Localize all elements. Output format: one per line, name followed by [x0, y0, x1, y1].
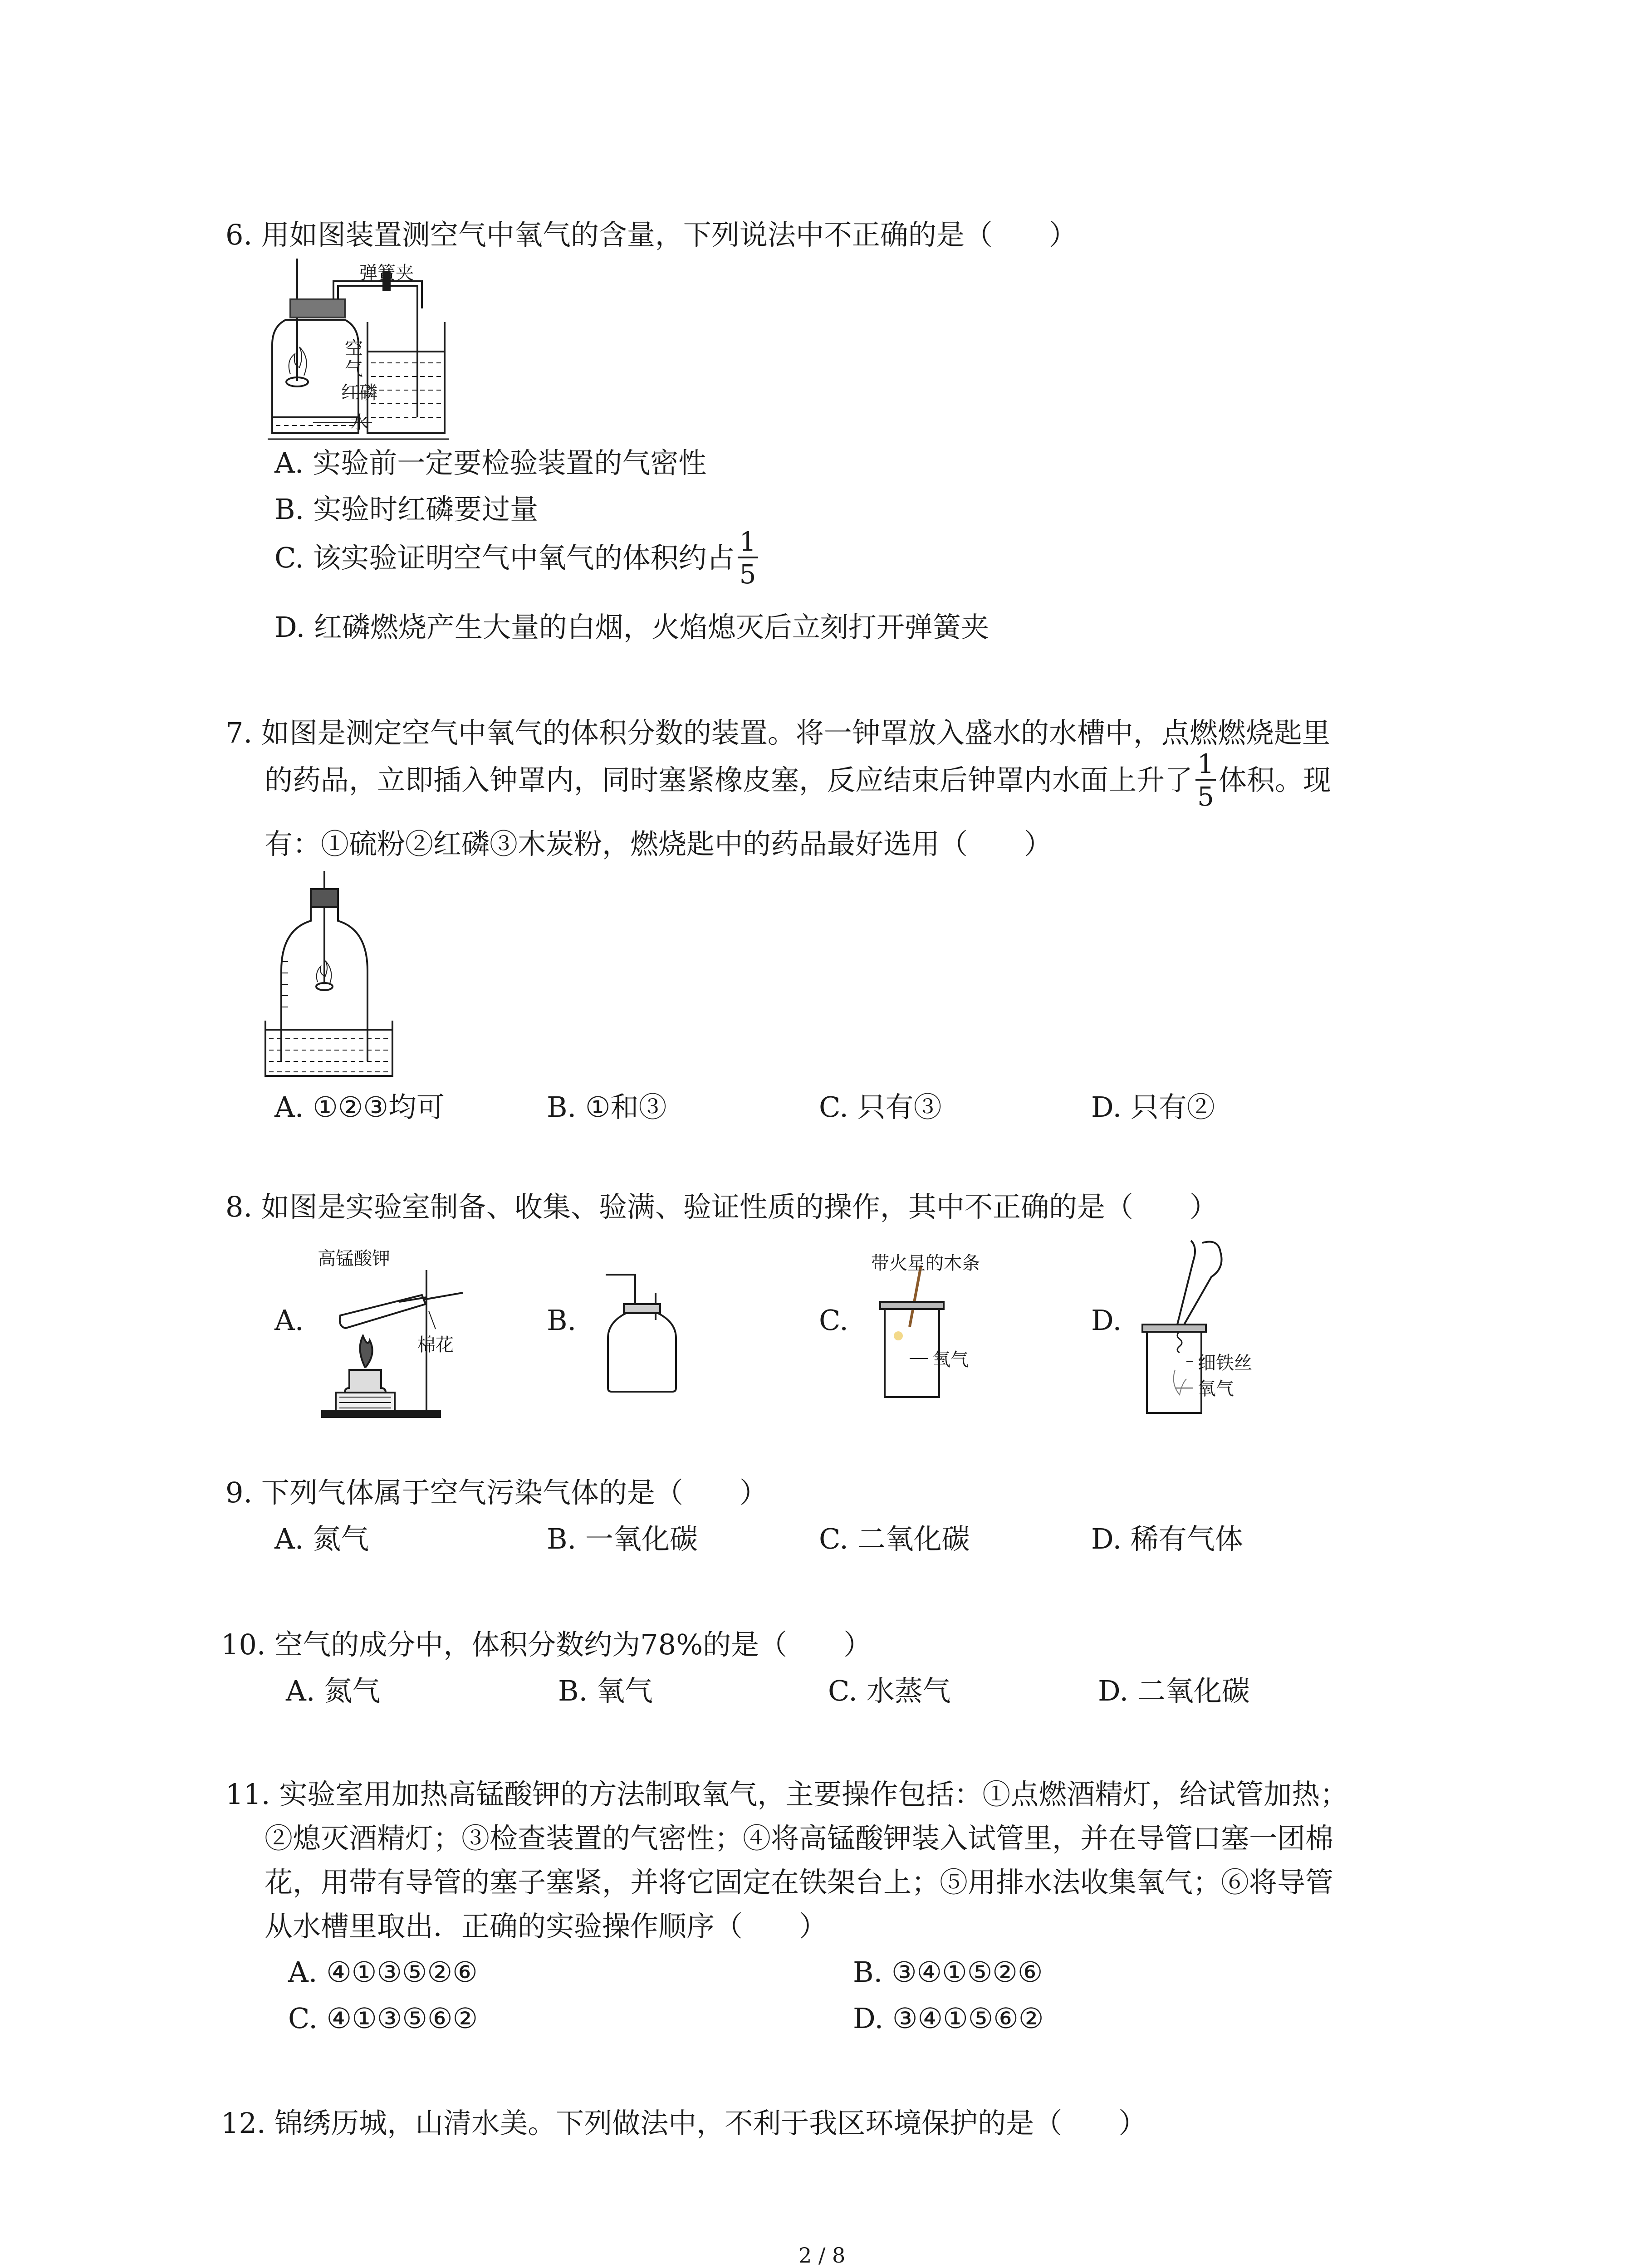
q7-fraction-denominator: 5 [1197, 781, 1214, 812]
page-number: 2 / 8 [798, 2243, 846, 2268]
question-11-line-2: ②熄灭酒精灯；③检查装置的气密性；④将高锰酸钾装入试管里，并在导管口塞一团棉 [265, 1822, 1334, 1855]
q7-fraction-numerator: 1 [1195, 751, 1216, 781]
q8-option-d-letter[interactable]: D. [1091, 1304, 1122, 1337]
q8-b-gas-bottle [603, 1266, 681, 1393]
q8-a-heating-apparatus [313, 1248, 485, 1424]
q6-fraction-numerator: 1 [738, 528, 758, 558]
q8-c-label-splint: 带火星的木条 [871, 1253, 980, 1274]
question-6-stem: 6. 用如图装置测空气中氧气的含量，下列说法中不正确的是（ ） [225, 218, 1077, 251]
q6-option-c-fraction [738, 526, 758, 590]
q10-option-d[interactable]: D. 二氧化碳 [1098, 1674, 1250, 1707]
q11-option-d[interactable]: D. ③④①⑤⑥② [853, 2002, 1044, 2035]
q8-option-a-letter[interactable]: A. [274, 1304, 304, 1337]
q7-option-d[interactable]: D. 只有② [1091, 1090, 1215, 1124]
question-11-line-1: 11. 实验室用加热高锰酸钾的方法制取氧气，主要操作包括：①点燃酒精灯，给试管加热； [225, 1778, 1348, 1811]
q6-label-air-1: 空 [345, 338, 363, 359]
q8-d-label-oxygen: 氧气 [1198, 1378, 1234, 1399]
q7-fraction [1195, 748, 1216, 812]
q6-fraction-denominator: 5 [739, 559, 756, 590]
question-7-line-1: 7. 如图是测定空气中氧气的体积分数的装置。将一钟罩放入盛水的水槽中，点燃燃烧匙里 [225, 716, 1330, 749]
q7-bell-jar-figure [265, 871, 402, 1084]
question-11-line-4: 从水槽里取出．正确的实验操作顺序（ ） [265, 1910, 828, 1943]
q9-option-b[interactable]: B. 一氧化碳 [547, 1522, 698, 1555]
q7-option-c[interactable]: C. 只有③ [819, 1090, 942, 1124]
q9-option-a[interactable]: A. 氮气 [274, 1522, 369, 1555]
q6-option-b[interactable]: B. 实验时红磷要过量 [274, 493, 538, 526]
question-10-stem: 10. 空气的成分中，体积分数约为78%的是（ ） [221, 1628, 872, 1661]
q8-option-b-letter[interactable]: B. [547, 1304, 577, 1337]
q10-option-b[interactable]: B. 氧气 [558, 1674, 653, 1707]
q8-a-label-kmno4: 高锰酸钾 [318, 1248, 390, 1269]
q9-option-d[interactable]: D. 稀有气体 [1091, 1522, 1243, 1555]
q6-label-water: 水 [350, 412, 368, 433]
q6-option-d[interactable]: D. 红磷燃烧产生大量的白烟，火焰熄灭后立刻打开弹簧夹 [274, 611, 989, 644]
question-12-stem: 12. 锦绣历城，山清水美。下列做法中，不利于我区环境保护的是（ ） [221, 2107, 1147, 2140]
q6-option-a[interactable]: A. 实验前一定要检验装置的气密性 [274, 446, 707, 479]
q6-option-c-text: C. 该实验证明空气中氧气的体积约占 [274, 541, 735, 574]
q8-a-label-cotton: 棉花 [417, 1334, 454, 1355]
q7-line-2-pre: 的药品，立即插入钟罩内，同时塞紧橡皮塞，反应结束后钟罩内水面上升了 [265, 763, 1193, 797]
question-8-stem: 8. 如图是实验室制备、收集、验满、验证性质的操作，其中不正确的是（ ） [225, 1190, 1218, 1223]
q7-option-b[interactable]: B. ①和③ [547, 1090, 667, 1124]
q9-option-c[interactable]: C. 二氧化碳 [819, 1522, 970, 1555]
question-7-line-3: 有：①硫粉②红磷③木炭粉，燃烧匙中的药品最好选用（ ） [265, 827, 1053, 860]
question-7-line-2 [265, 748, 1331, 812]
q6-option-c[interactable] [274, 526, 761, 590]
q6-label-clip: 弹簧夹 [359, 263, 414, 284]
q7-option-a[interactable]: A. ①②③均可 [274, 1090, 445, 1124]
question-9-stem: 9. 下列气体属于空气污染气体的是（ ） [225, 1476, 768, 1509]
q8-c-label-oxygen: 氧气 [932, 1349, 969, 1370]
q7-line-2-post: 体积。现 [1218, 763, 1331, 797]
q10-option-a[interactable]: A. 氮气 [286, 1674, 381, 1707]
q8-option-c-letter[interactable]: C. [819, 1304, 848, 1337]
q11-option-a[interactable]: A. ④①③⑤②⑥ [288, 1955, 478, 1989]
q8-c-splint-test [873, 1266, 950, 1402]
q10-option-c[interactable]: C. 水蒸气 [828, 1674, 951, 1707]
q11-option-b[interactable]: B. ③④①⑤②⑥ [853, 1955, 1043, 1989]
q6-label-phosphorus: 红磷 [341, 382, 377, 403]
question-11-line-3: 花，用带有导管的塞子塞紧，并将它固定在铁架台上；⑤用排水法收集氧气；⑥将导管 [265, 1866, 1334, 1899]
q11-option-c[interactable]: C. ④①③⑤⑥② [288, 2002, 478, 2035]
q8-d-label-wire: 细铁丝 [1198, 1353, 1252, 1374]
q6-label-air-2: 气 [345, 359, 363, 380]
